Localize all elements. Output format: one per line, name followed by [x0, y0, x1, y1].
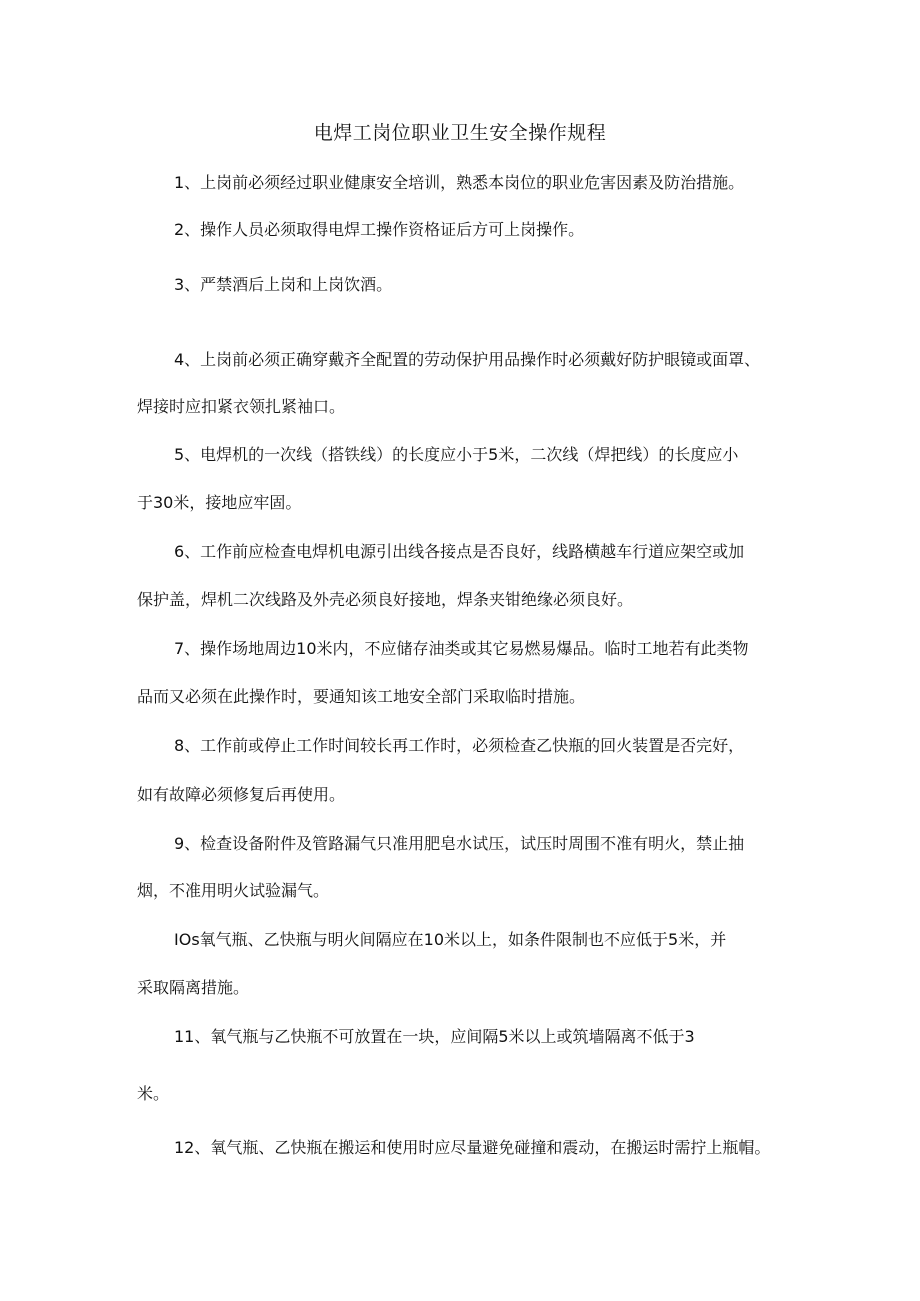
rule-7-line-2: 品而又必须在此操作时，要通知该工地安全部门采取临时措施。: [137, 687, 586, 706]
rule-7-line-1: 7、操作场地周边10米内，不应储存油类或其它易燃易爆品。临时工地若有此类物: [174, 639, 749, 658]
rule-4-line-1: 4、上岗前必须正确穿戴齐全配置的劳动保护用品操作时必须戴好防护眼镜或面罩、: [174, 350, 761, 369]
rule-12-line-1: 12、氧气瓶、乙快瓶在搬运和使用时应尽量避免碰撞和震动，在搬运时需拧上瓶帽。: [174, 1138, 771, 1157]
rule-11-line-2: 米。: [137, 1084, 170, 1103]
rule-10-line-2: 采取隔离措施。: [137, 978, 250, 997]
rule-5-line-2: 于30米，接地应牢固。: [137, 493, 302, 512]
rule-6-line-1: 6、工作前应检查电焊机电源引出线各接点是否良好，线路横越车行道应架空或加: [174, 542, 745, 561]
rule-10-line-1: IOs氧气瓶、乙快瓶与明火间隔应在10米以上，如条件限制也不应低于5米，并: [174, 930, 727, 949]
rule-6-line-2: 保护盖，焊机二次线路及外壳必须良好接地，焊条夹钳绝缘必须良好。: [137, 590, 634, 609]
rule-4-line-2: 焊接时应扣紧衣领扎紧袖口。: [137, 397, 346, 416]
rule-9-line-2: 烟，不准用明火试验漏气。: [137, 881, 330, 900]
rule-2-line-1: 2、操作人员必须取得电焊工操作资格证后方可上岗操作。: [174, 220, 585, 239]
rule-9-line-1: 9、检查设备附件及管路漏气只准用肥皂水试压，试压时周围不准有明火，禁止抽: [174, 834, 745, 853]
rule-8-line-2: 如有故障必须修复后再使用。: [137, 785, 346, 804]
rule-8-line-1: 8、工作前或停止工作时间较长再工作时，必须检查乙快瓶的回火装置是否完好，: [174, 736, 745, 755]
rule-5-line-1: 5、电焊机的一次线（搭铁线）的长度应小于5米，二次线（焊把线）的长度应小: [174, 445, 739, 464]
rule-1-line-1: 1、上岗前必须经过职业健康安全培训，熟悉本岗位的职业危害因素及防治措施。: [174, 173, 745, 192]
rule-3-line-1: 3、严禁酒后上岗和上岗饮酒。: [174, 275, 393, 294]
rule-11-line-1: 11、氧气瓶与乙快瓶不可放置在一块，应间隔5米以上或筑墙隔离不低于3: [174, 1027, 695, 1046]
document-title: 电焊工岗位职业卫生安全操作规程: [313, 122, 607, 144]
